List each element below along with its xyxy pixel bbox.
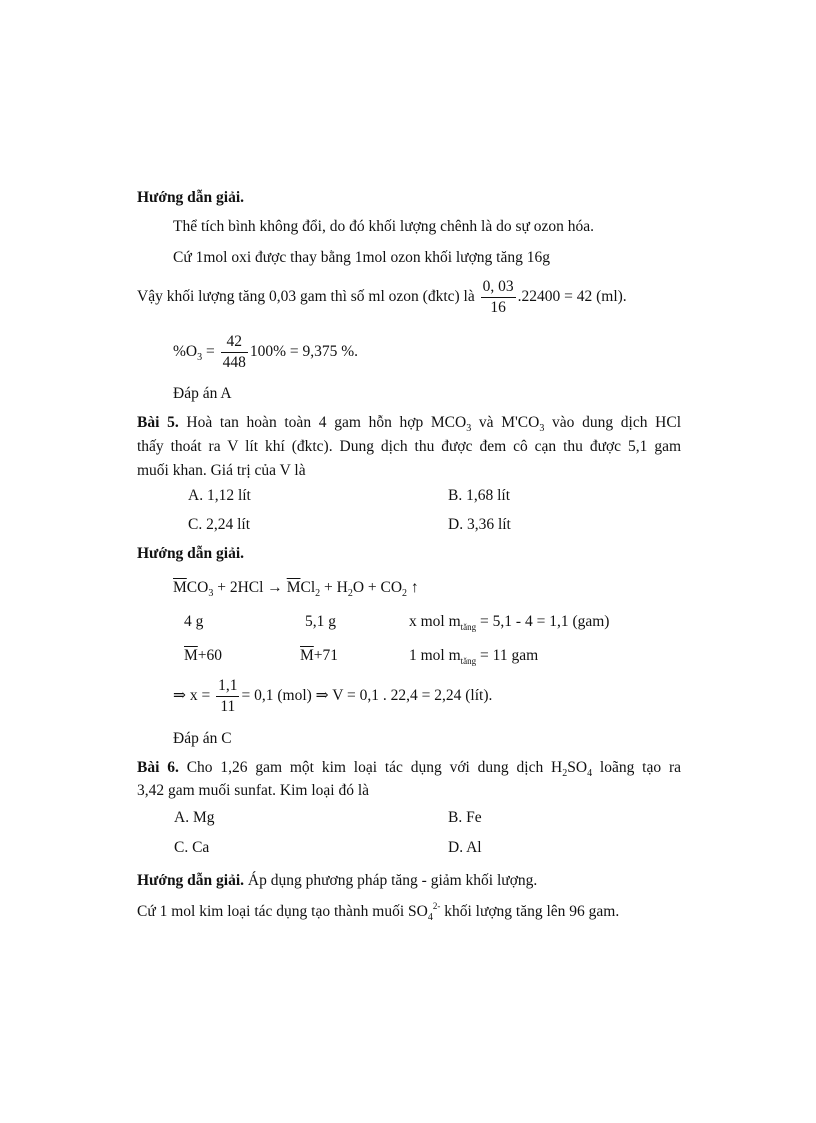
metal-symbol: $\overline{M}$ — [286, 579, 301, 596]
final-text: khối lượng tăng lên 96 gam. — [440, 903, 620, 920]
superscript: 2- — [432, 901, 441, 911]
bai6-text: SO — [567, 759, 588, 776]
subscript: 2 — [562, 768, 568, 779]
eq-result: 100% = 9,375 %. — [249, 343, 359, 361]
bai5-option-d: D. 3,36 lít — [448, 516, 511, 533]
row2-col2: 5,1 g — [305, 613, 336, 630]
row3-col2 — [300, 646, 338, 666]
bai6-label: Bài 6. — [137, 759, 179, 776]
paragraph-3-result: .22400 = 42 (ml). — [517, 288, 627, 306]
row3-col3 — [409, 646, 538, 667]
reaction-text: CO — [186, 579, 209, 596]
subscript: 2 — [347, 588, 353, 599]
row-text: +60 — [197, 647, 223, 664]
bai5-option-a: A. 1,12 lít — [188, 487, 251, 504]
subscript: 2 — [315, 588, 321, 599]
row2-col3 — [409, 612, 609, 633]
solution-paragraph-1: Thể tích bình không đổi, do đó khối lượng chênh là do sự ozon hóa. — [173, 218, 595, 235]
row-text: x mol m — [409, 613, 461, 630]
fraction-denominator: 448 — [222, 354, 246, 371]
subscript: tăng — [460, 622, 477, 632]
bai5-text: và M'CO — [471, 414, 540, 431]
bai5-line-1 — [137, 413, 681, 435]
paragraph-3-text: Vậy khối lượng tăng 0,03 gam thì số ml ozon (đktc) là — [137, 288, 475, 306]
bai6-option-c: C. Ca — [174, 839, 210, 856]
method-text: Áp dụng phương pháp tăng - giảm khối lượng. — [244, 872, 538, 889]
ozone-volume-fraction — [481, 277, 516, 318]
ozone-percent-equation — [173, 332, 358, 373]
eq-equals: = — [202, 343, 219, 361]
answer-2: Đáp án C — [173, 730, 232, 747]
bai6-text: Cho 1,26 gam một kim loại tác dụng với dung dịch H — [186, 759, 563, 776]
bai5-line-2: thấy thoát ra V lít khí (đktc). Dung dịch thu được đem cô cạn thu được 5,1 gam — [137, 438, 681, 455]
reaction-text: + H — [320, 579, 348, 596]
metal-symbol: $\overline{M}$ — [300, 647, 314, 664]
final-text: Cứ 1 mol kim loại tác dụng tạo thành muối SO — [137, 903, 428, 920]
calc-text: = 0,1 (mol) ⇒ V = 0,1 . 22,4 = 2,24 (lít). — [241, 687, 493, 705]
bai5-text: vào dung dịch HCl — [544, 414, 682, 431]
percent-fraction — [221, 332, 248, 373]
bai6-option-b: B. Fe — [448, 809, 482, 826]
bai5-line-3: muối khan. Giá trị của V là — [137, 462, 306, 479]
subscript: 3 — [208, 588, 214, 599]
row3-col1 — [184, 646, 222, 666]
row-text: 1 mol m — [409, 647, 461, 664]
bai5-label: Bài 5. — [137, 414, 179, 431]
solution-heading-3 — [137, 871, 537, 891]
solution-paragraph-3 — [137, 277, 627, 318]
calc-text: ⇒ x = — [173, 687, 215, 705]
metal-symbol: $\overline{M}$ — [184, 647, 198, 664]
reaction-text: Cl — [300, 579, 316, 596]
gas-arrow: ↑ — [407, 579, 419, 596]
subscript: 4 — [427, 912, 433, 923]
reaction-equation — [173, 578, 419, 600]
solution-heading-label: Hướng dẫn giải. — [137, 872, 245, 889]
fraction-numerator: 1,1 — [216, 676, 239, 697]
subscript: 3 — [466, 423, 472, 434]
row2-col1: 4 g — [184, 613, 204, 630]
solution-heading-1: Hướng dẫn giải. — [137, 189, 245, 206]
fraction-numerator: 42 — [221, 332, 248, 353]
fraction-denominator: 16 — [490, 299, 506, 316]
eq-prefix: %O — [173, 343, 198, 361]
eq-subscript: 3 — [197, 352, 203, 364]
answer-1: Đáp án A — [173, 385, 232, 402]
bai6-option-a: A. Mg — [174, 809, 215, 826]
final-sentence — [137, 902, 619, 924]
x-fraction — [216, 676, 239, 717]
bai6-text: loãng tạo ra — [592, 759, 681, 776]
subscript: 3 — [539, 423, 545, 434]
bai5-option-c: C. 2,24 lít — [188, 516, 251, 533]
row-text: = 5,1 - 4 = 1,1 (gam) — [476, 613, 610, 630]
fraction-numerator: 0, 03 — [481, 277, 516, 298]
bai6-line-1 — [137, 758, 681, 780]
solution-paragraph-2: Cứ 1mol oxi được thay bằng 1mol ozon khối lượng tăng 16g — [173, 249, 550, 266]
reaction-text: + 2HCl → — [213, 579, 287, 596]
x-calculation — [173, 676, 492, 717]
bai6-line-2: 3,42 gam muối sunfat. Kim loại đó là — [137, 782, 370, 799]
subscript: 2 — [402, 588, 408, 599]
row-text: +71 — [313, 647, 339, 664]
fraction-denominator: 11 — [220, 698, 236, 715]
metal-symbol: $\overline{M}$ — [173, 579, 187, 596]
bai5-option-b: B. 1,68 lít — [448, 487, 511, 504]
bai6-option-d: D. Al — [448, 839, 482, 856]
subscript: 4 — [587, 768, 593, 779]
solution-heading-2: Hướng dẫn giải. — [137, 545, 245, 562]
row-text: = 11 gam — [476, 647, 539, 664]
bai5-text: Hoà tan hoàn toàn 4 gam hỗn hợp MCO — [186, 414, 467, 431]
subscript: tăng — [460, 656, 477, 666]
reaction-text: O + CO — [352, 579, 403, 596]
